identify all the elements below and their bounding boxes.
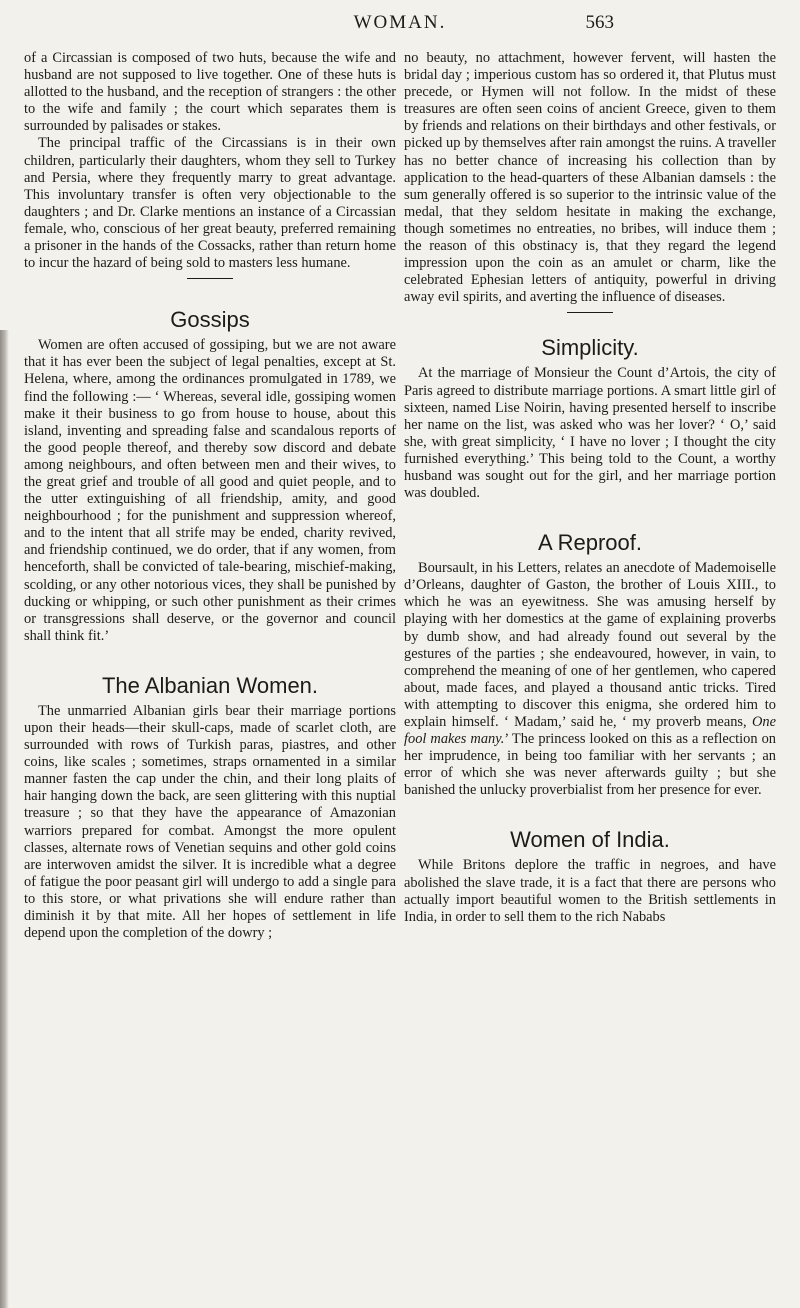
reproof-paragraph xyxy=(404,560,776,799)
albanian-women-heading: The Albanian Women. xyxy=(101,672,319,698)
reproof-text-after: ’ The princess looked on this as a reflection on her imprudence, in being too familiar with her servants ; an error of which she was never afterwards guilty ; but she banished the unlucky proverbialist from her presence for ever. xyxy=(404,731,776,799)
circassian-traffic-paragraph: The principal traffic of the Circassians is in their own children, particularly their daughters, whom they sell to Turkey and Persia, where they frequently marry to great advantage. This involuntary transfer is often very objectionable to the daughters ; and Dr. Clarke mentions an instance of a Circassian female, who, conscious of her great beauty, preferred remaining a prisoner in the hands of the Cossacks, rather than return home to incur the hazard of being sold to masters less humane. xyxy=(24,135,396,272)
page-number: 563 xyxy=(585,12,614,33)
running-title: WOMAN. xyxy=(353,12,447,33)
page-gutter-shadow xyxy=(0,330,9,1308)
simplicity-heading: Simplicity. xyxy=(541,335,639,361)
albanian-women-paragraph: The unmarried Albanian girls bear their marriage portions upon their heads—their skull-caps, made of scarlet cloth, are surrounded with rows of Turkish paras, piastres, and other coins, like scales ; sometimes, straps ornamented in a similar manner fasten the cap under the chin, and their long plaits of hair hanging down the back, are seen glittering with this nuptial treasure ; so that they have the appearance of Amazonian warriors prepared for combat. Amongst the more opulent classes, alternate rows of Venetian sequins and other gold coins are interwoven amidst the silver. It is incredible what a degree of fatigue the poor peasant girl will undergo to add a single para to this store, or what privations she will endure rather than diminish it by that mite. All her hopes of settlement in life depend upon the completion of the dowry ; xyxy=(24,702,396,942)
women-of-india-heading: Women of India. xyxy=(510,827,670,853)
women-of-india-paragraph: While Britons deplore the traffic in negroes, and have abolished the slave trade, it is a fact that there are persons who actually import beautiful women to the British settlements in India, in order to sell them to the rich Nababs xyxy=(404,857,776,925)
reproof-heading: A Reproof. xyxy=(538,530,642,556)
circassian-huts-paragraph: of a Circassian is composed of two huts, because the wife and husband are not supposed to live together. One of these huts is allotted to the husband, and the reception of strangers : the other to the wife and family ; the court which separates them is surrounded by palisades or stakes. xyxy=(24,50,396,135)
running-head xyxy=(0,6,800,36)
gossips-heading: Gossips xyxy=(170,307,250,333)
left-column xyxy=(24,50,396,942)
reproof-text-before: Boursault, in his Letters, relates an anecdote of Mademoiselle d’Orleans, daughter of Gaston, the brother of Louis XIII., to which he was an eyewitness. She was amusing herself by playing with her domestics at the game of explaining proverbs by dumb show, and had already found out several by the gestures of the parties ; she endeavoured, however, in vain, to comprehend the meaning of one of her gentlemen, who capered about, made faces, and played a thousand antic tricks. Tired with attempting to discover this enigma, she ordered him to explain himself. ‘ Madam,’ said he, ‘ my proverb means, xyxy=(404,560,776,730)
right-column xyxy=(404,50,776,926)
reproof-proverb: One fool makes many. xyxy=(404,714,776,748)
simplicity-paragraph: At the marriage of Monsieur the Count d’Artois, the city of Paris agreed to distribute marriage portions. A smart little girl of sixteen, named Lise Noirin, having presented herself to inscribe her name on the list, was asked who was her lover? ‘ O,’ said she, with great simplicity, ‘ I have no lover ; I thought the city furnished everything.’ This being told to the Count, a worthy husband was sought out for the girl, and her marriage portion was doubled. xyxy=(404,365,776,502)
albanian-women-continued-paragraph: no beauty, no attachment, however fervent, will hasten the bridal day ; imperious custom has so ordered it, that Plutus must precede, or Hymen will not follow. In the midst of these treasures are often seen coins of ancient Greece, given to them by friends and relations on their birthdays and other festivals, or picked up by themselves after rain amongst the ruins. A traveller has no better chance of increasing his collection than by application to the head-quarters of these Albanian damsels : the sum generally offered is so superior to the intrinsic value of the medal, that they seldom hesitate in making the exchange, though sometimes no entreaties, no bribes, will induce them ; the reason of this obstinacy is, that they regard the legend impression upon the coin as an amulet or charm, like the celebrated Ephesian letters of antiquity, powerful in driving away evil spirits, and averting the influence of diseases. xyxy=(404,50,776,306)
gossips-paragraph: Women are often accused of gossiping, but we are not aware that it has ever been the subject of legal penalties, except at St. Helena, where, among the ordinances promulgated in 1789, we find the following :— ‘ Whereas, several idle, gossiping women make it their business to go from house to house, about this island, inventing and spreading false and scandalous reports of the good people thereof, and thereby sow discord and debate among neighbours, and often between men and their wives, to the great grief and trouble of all good and quiet people, and to the utter extinguishing of all friendship, amity, and good neighbourhood ; for the punishment and suppression whereof, and to the intent that all strife may be ended, charity revived, and friendship continued, we do order, that if any women, from henceforth, shall be convicted of tale-bearing, mischief-making, scolding, or any other notorious vices, they shall be punished by ducking or whipping, or such other punishment as their crimes or transgressions shall deserve, or the governor and council shall think fit.’ xyxy=(24,337,396,644)
